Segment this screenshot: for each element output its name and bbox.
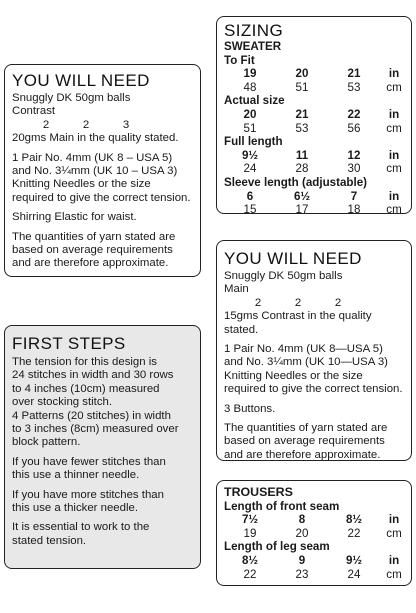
sizing-box — [216, 16, 412, 217]
trousers-value: 23 — [295, 567, 309, 581]
sizing-value: 21 — [347, 67, 361, 81]
trousers-heading: TROUSERS — [224, 485, 293, 499]
trousers-value: 7½ — [241, 513, 259, 527]
sizing-in-row — [224, 190, 411, 204]
sizing-value: 24 — [243, 162, 257, 176]
trousers-unit: in — [388, 513, 400, 527]
sizing-value: 20 — [295, 67, 309, 81]
trousers-group-front-seam — [224, 500, 411, 541]
right-need-main-qty: 2 — [254, 296, 262, 309]
right-need-heading: YOU WILL NEED — [224, 249, 362, 268]
first-steps-line: 4 Patterns (20 stitches) in width — [12, 409, 171, 422]
sizing-garment: SWEATER — [224, 40, 282, 53]
sizing-unit: cm — [386, 121, 402, 135]
left-need-extra: Shirring Elastic for waist. — [12, 211, 137, 224]
trousers-value: 19 — [243, 526, 257, 540]
right-need-note-line: and are therefore approximate. — [224, 448, 381, 461]
sizing-group-label: Sleeve length (adjustable) — [224, 175, 368, 189]
sizing-value: 30 — [347, 162, 361, 176]
left-need-needles-line: 1 Pair No. 4mm (UK 8 – USA 5) — [12, 151, 173, 164]
first-steps-line: 24 stitches in width and 30 rows — [12, 369, 174, 382]
sizing-unit: in — [388, 67, 400, 81]
trousers-group-label: Length of leg seam — [224, 540, 330, 554]
sizing-heading: SIZING — [224, 21, 284, 40]
left-need-contrast-label: Contrast — [12, 105, 56, 118]
sizing-unit: in — [388, 107, 400, 121]
trousers-value: 8 — [298, 513, 306, 527]
sizing-value: 48 — [243, 80, 257, 94]
sizing-group-label: Full length — [224, 135, 283, 149]
left-you-will-need-box — [4, 64, 201, 277]
sizing-value: 9½ — [241, 148, 259, 162]
trousers-cm-row — [224, 568, 411, 582]
trousers-value: 24 — [347, 567, 361, 581]
sizing-cm-row — [224, 203, 411, 217]
left-need-heading: YOU WILL NEED — [12, 71, 150, 90]
sizing-unit: cm — [386, 162, 402, 176]
sizing-group-to-fit — [224, 54, 411, 95]
left-need-needles-line: and No. 3¼mm (UK 10 – USA 3) — [12, 165, 178, 178]
left-need-yarn: Snuggly DK 50gm balls — [12, 92, 131, 104]
sizing-group-label: Actual size — [224, 94, 285, 108]
sizing-value: 21 — [295, 107, 309, 121]
sizing-value: 53 — [295, 121, 309, 135]
left-need-needles-line: Knitting Needles or the size — [12, 178, 151, 191]
right-need-needles-line: 1 Pair No. 4mm (UK 8—USA 5) — [224, 343, 383, 356]
sizing-unit: in — [388, 189, 400, 203]
first-steps-line: to 3 inches (8cm) measured over — [12, 423, 179, 436]
first-steps-box — [4, 325, 201, 569]
sizing-value: 15 — [243, 203, 257, 217]
sizing-group-full-length — [224, 135, 411, 176]
trousers-in-row — [224, 554, 411, 568]
right-need-needles-line: and No. 3¼mm (UK 10—USA 3) — [224, 356, 388, 369]
sizing-value: 51 — [243, 121, 257, 135]
trousers-cm-row — [224, 527, 411, 541]
sizing-unit: in — [388, 148, 400, 162]
trousers-value: 22 — [243, 567, 257, 581]
sizing-cm-row — [224, 122, 411, 136]
left-need-note-line: and are therefore approximate. — [12, 257, 169, 270]
sizing-value: 7 — [350, 189, 358, 203]
trousers-value: 22 — [347, 526, 361, 540]
left-need-contrast-qty: 2 — [82, 118, 90, 131]
right-need-contrast-line: stated. — [224, 323, 259, 336]
trousers-value: 8½ — [241, 553, 259, 567]
left-need-main-qty: 20gms Main in the quality stated. — [12, 132, 179, 145]
sizing-value: 19 — [243, 67, 257, 81]
trousers-value: 9 — [298, 553, 306, 567]
first-steps-line: to 4 inches (10cm) measured — [12, 382, 160, 395]
first-steps-heading: FIRST STEPS — [12, 334, 126, 353]
sizing-value: 12 — [347, 148, 361, 162]
sizing-unit: cm — [386, 80, 402, 94]
first-steps-line: block pattern. — [12, 436, 81, 449]
sizing-value: 51 — [295, 80, 309, 94]
first-steps-line: this use a thicker needle. — [12, 502, 139, 515]
trousers-in-row — [224, 513, 411, 527]
sizing-value: 28 — [295, 162, 309, 176]
trousers-unit: in — [388, 553, 400, 567]
right-need-contrast-line: 15gms Contrast in the quality — [224, 310, 372, 323]
first-steps-line: over stocking stitch. — [12, 396, 113, 409]
sizing-value: 17 — [295, 203, 309, 217]
trousers-box — [216, 480, 412, 586]
left-need-note-line: The quantities of yarn stated are — [12, 230, 176, 243]
right-need-yarn: Snuggly DK 50gm balls — [224, 270, 343, 282]
first-steps-line: It is essential to work to the — [12, 521, 150, 534]
sizing-in-row — [224, 67, 411, 81]
first-steps-line: The tension for this design is — [12, 356, 157, 368]
right-need-needles-line: Knitting Needles or the size — [224, 369, 363, 382]
left-need-contrast-qty-row — [12, 119, 200, 132]
right-need-main-qty-row — [224, 297, 411, 310]
sizing-group-label: To Fit — [224, 53, 255, 67]
right-need-extra: 3 Buttons. — [224, 402, 276, 415]
trousers-value: 8½ — [345, 513, 363, 527]
right-need-note-line: based on average requirements — [224, 435, 385, 448]
right-need-main-label: Main — [224, 283, 249, 296]
left-need-note-line: based on average requirements — [12, 244, 173, 257]
sizing-in-row — [224, 108, 411, 122]
sizing-value: 56 — [347, 121, 361, 135]
sizing-value: 22 — [347, 107, 361, 121]
trousers-unit: cm — [386, 567, 402, 581]
sizing-group-actual-size — [224, 94, 411, 135]
sizing-value: 20 — [243, 107, 257, 121]
sizing-cm-row — [224, 81, 411, 95]
first-steps-line: If you have more stitches than — [12, 488, 164, 501]
trousers-group-label: Length of front seam — [224, 499, 340, 513]
trousers-group-leg-seam — [224, 540, 411, 581]
sizing-value: 6½ — [293, 189, 311, 203]
sizing-group-sleeve-length — [224, 176, 411, 217]
right-need-main-qty: 2 — [334, 296, 342, 309]
right-need-main-qty: 2 — [294, 296, 302, 309]
left-need-needles-line: required to give the correct tension. — [12, 191, 191, 204]
sizing-value: 11 — [295, 148, 309, 162]
first-steps-line: this use a thinner needle. — [12, 469, 140, 482]
first-steps-line: stated tension. — [12, 534, 87, 547]
left-need-contrast-qty: 3 — [122, 118, 130, 131]
right-need-note-line: The quantities of yarn stated are — [224, 422, 388, 435]
trousers-value: 9½ — [345, 553, 363, 567]
sizing-in-row — [224, 149, 411, 163]
right-need-needles-line: required to give the correct tension. — [224, 383, 403, 396]
trousers-value: 20 — [295, 526, 309, 540]
sizing-value: 6 — [246, 189, 254, 203]
left-need-contrast-qty: 2 — [42, 118, 50, 131]
right-you-will-need-box — [216, 240, 412, 461]
first-steps-line: If you have fewer stitches than — [12, 455, 166, 468]
sizing-value: 18 — [347, 203, 361, 217]
sizing-value: 53 — [347, 80, 361, 94]
sizing-cm-row — [224, 162, 411, 176]
trousers-unit: cm — [386, 526, 402, 540]
sizing-unit: cm — [386, 203, 402, 217]
